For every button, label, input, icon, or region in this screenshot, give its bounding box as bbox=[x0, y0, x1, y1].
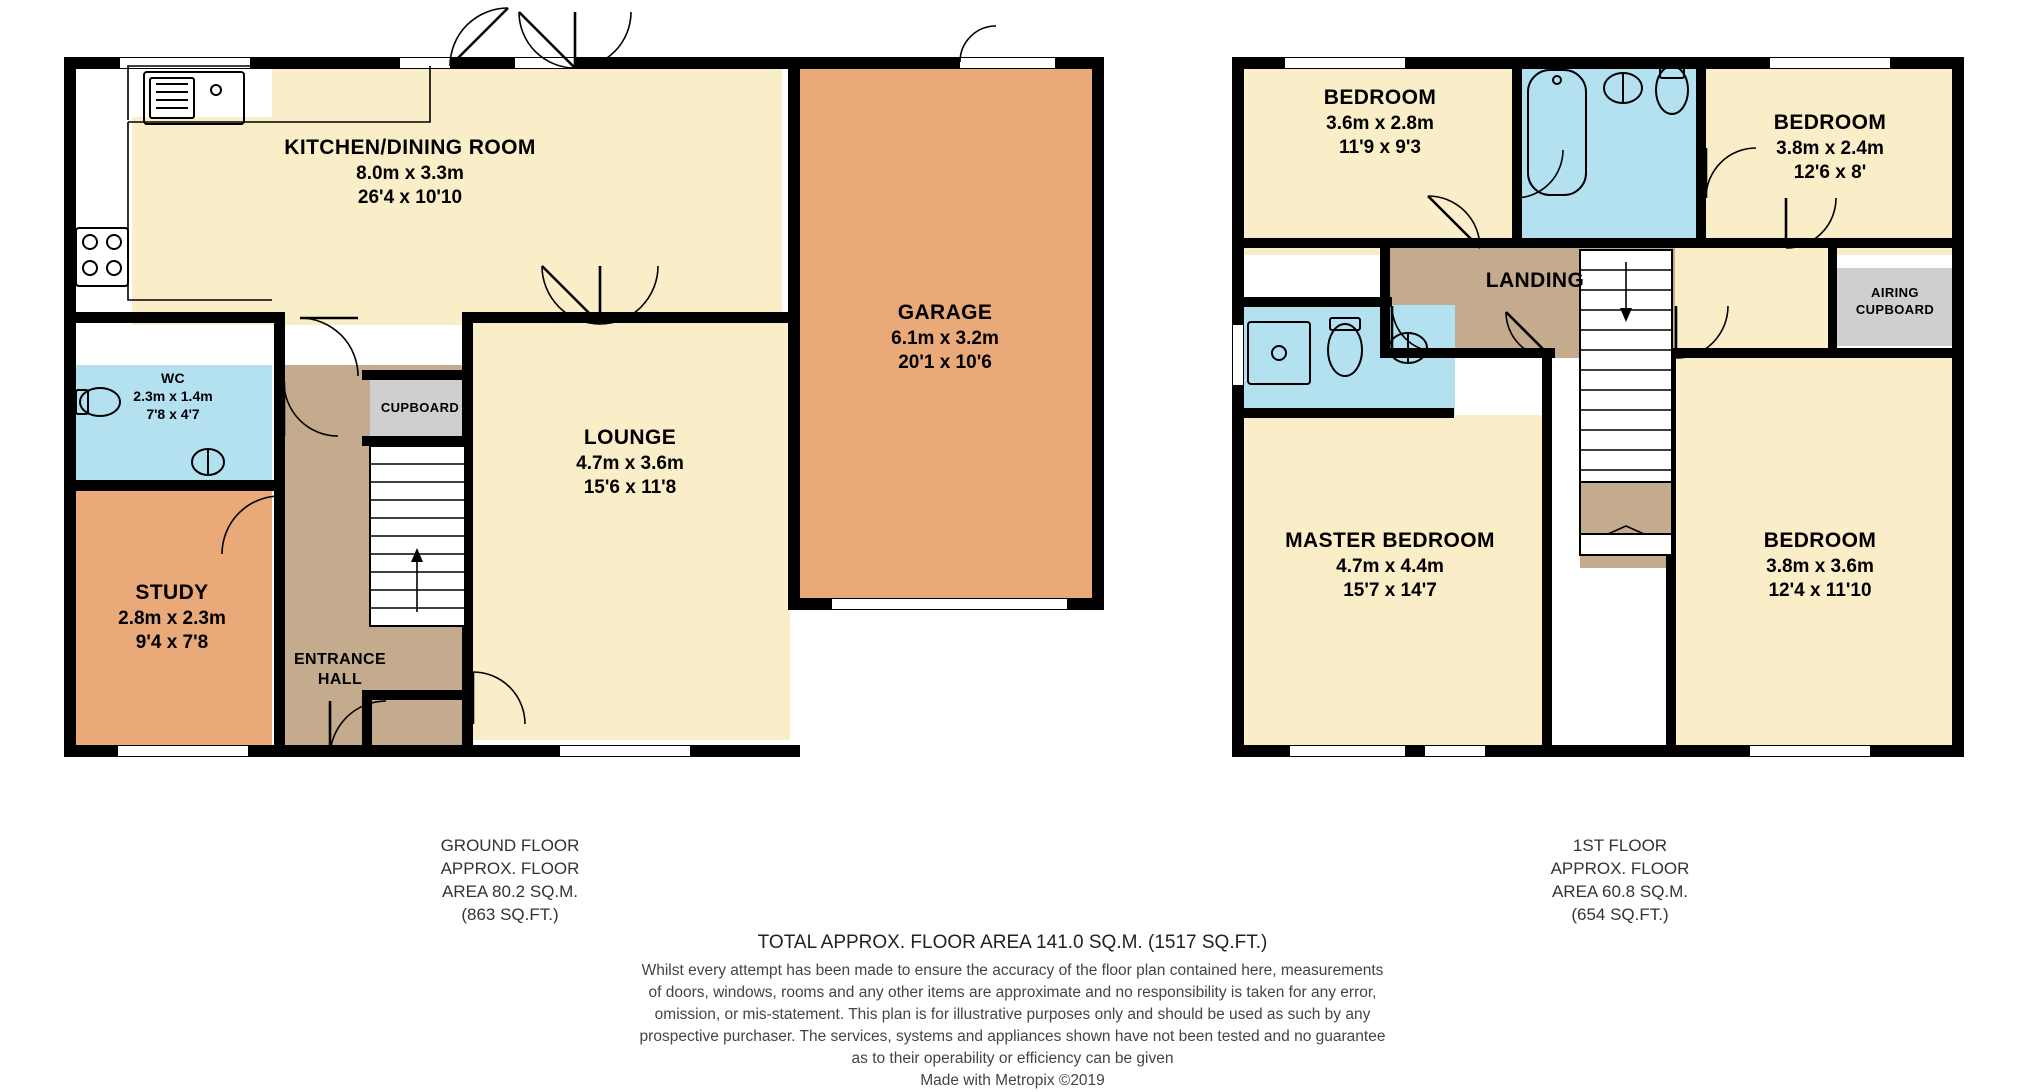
first-floor-caption-line4: (654 SQ.FT.) bbox=[1571, 904, 1669, 924]
ground-floor-caption-line4: (863 SQ.FT.) bbox=[461, 904, 559, 924]
label-garage-metric: 6.1m x 3.2m bbox=[891, 327, 999, 349]
label-bedroom-front-right-name: BEDROOM bbox=[1773, 111, 1887, 134]
label-bedroom-front-right-metric: 3.8m x 2.4m bbox=[1776, 137, 1884, 159]
label-entrance-hall bbox=[280, 650, 400, 691]
total-area-caption bbox=[0, 930, 2025, 956]
disclaimer-line-4: prospective purchaser. The services, systems and appliances shown have not been tested and no guarantee bbox=[639, 1028, 1386, 1045]
ground-floor-caption bbox=[380, 835, 640, 927]
label-kitchen-metric: 8.0m x 3.3m bbox=[356, 162, 464, 184]
first-floor-plan bbox=[1180, 0, 1980, 780]
total-area-text: TOTAL APPROX. FLOOR AREA 141.0 SQ.M. (1517 SQ.FT.) bbox=[757, 932, 1268, 953]
first-floor-caption-line1: 1ST FLOOR bbox=[1572, 836, 1668, 855]
label-bedroom-front-right-imperial: 12'6 x 8' bbox=[1793, 162, 1867, 184]
ground-floor-plan bbox=[0, 0, 1120, 780]
label-bedroom-rear-right-name: BEDROOM bbox=[1763, 529, 1877, 552]
label-bedroom-front-left-imperial: 11'9 x 9'3 bbox=[1339, 137, 1421, 159]
ground-floor-caption-line3: AREA 80.2 SQ.M. bbox=[441, 881, 579, 901]
label-master-bedroom-name: MASTER BEDROOM bbox=[1285, 529, 1495, 552]
first-floor-caption-line2: APPROX. FLOOR bbox=[1550, 858, 1690, 878]
label-kitchen bbox=[220, 135, 600, 211]
label-lounge-name: LOUNGE bbox=[583, 426, 677, 449]
label-bedroom-front-left bbox=[1240, 85, 1520, 161]
label-bedroom-rear-right-metric: 3.8m x 3.6m bbox=[1766, 555, 1874, 577]
label-cupboard bbox=[368, 400, 472, 417]
disclaimer-line-3: omission, or mis-statement. This plan is for illustrative purposes only and should be used as such by any bbox=[654, 1006, 1371, 1023]
label-airing-cupboard-line1: AIRING bbox=[1871, 285, 1919, 300]
ground-floor-caption-line2: APPROX. FLOOR bbox=[440, 858, 580, 878]
label-bedroom-rear-right bbox=[1685, 528, 1955, 604]
label-bedroom-front-left-name: BEDROOM bbox=[1323, 86, 1437, 109]
label-garage-name: GARAGE bbox=[897, 301, 993, 324]
disclaimer-line-5: as to their operability or efficiency can be given bbox=[851, 1050, 1174, 1067]
label-entrance-hall-line1: ENTRANCE bbox=[293, 651, 387, 668]
label-wc-name: WC bbox=[160, 370, 186, 386]
label-study-imperial: 9'4 x 7'8 bbox=[135, 632, 209, 654]
label-entrance-hall-line2: HALL bbox=[317, 671, 363, 689]
disclaimer-line-1: Whilst every attempt has been made to ensure the accuracy of the floor plan contained here, measurements bbox=[641, 962, 1384, 979]
label-master-bedroom bbox=[1225, 528, 1555, 604]
ground-floor-caption-line1: GROUND FLOOR bbox=[440, 836, 580, 855]
label-garage bbox=[780, 300, 1110, 376]
label-wc-metric: 2.3m x 1.4m bbox=[133, 387, 213, 404]
disclaimer-text bbox=[0, 960, 2025, 1092]
first-floor-caption-line3: AREA 60.8 SQ.M. bbox=[1551, 881, 1689, 901]
label-study bbox=[72, 580, 272, 656]
label-landing-name: LANDING bbox=[1485, 269, 1585, 292]
label-bedroom-rear-right-imperial: 12'4 x 11'10 bbox=[1768, 580, 1872, 602]
label-cupboard-name: CUPBOARD bbox=[380, 400, 460, 415]
label-wc bbox=[78, 370, 268, 424]
label-lounge-metric: 4.7m x 3.6m bbox=[576, 452, 684, 474]
label-bedroom-front-right bbox=[1705, 110, 1955, 186]
label-bedroom-front-left-metric: 3.6m x 2.8m bbox=[1326, 112, 1434, 134]
label-master-bedroom-imperial: 15'7 x 14'7 bbox=[1343, 580, 1437, 602]
label-kitchen-name: KITCHEN/DINING ROOM bbox=[284, 136, 536, 159]
label-airing-cupboard-line2: CUPBOARD bbox=[1855, 301, 1935, 317]
first-floor-caption bbox=[1490, 835, 1750, 927]
label-wc-imperial: 7'8 x 4'7 bbox=[146, 405, 200, 422]
label-lounge bbox=[480, 425, 780, 501]
label-landing bbox=[1390, 268, 1680, 295]
label-garage-imperial: 20'1 x 10'6 bbox=[898, 352, 992, 374]
label-study-metric: 2.8m x 2.3m bbox=[118, 607, 226, 629]
label-master-bedroom-metric: 4.7m x 4.4m bbox=[1336, 555, 1444, 577]
label-airing-cupboard bbox=[1835, 285, 1955, 318]
label-study-name: STUDY bbox=[135, 581, 209, 604]
disclaimer-credit: Made with Metropix ©2019 bbox=[920, 1072, 1105, 1089]
label-lounge-imperial: 15'6 x 11'8 bbox=[583, 477, 677, 499]
label-kitchen-imperial: 26'4 x 10'10 bbox=[357, 187, 463, 209]
disclaimer-line-2: of doors, windows, rooms and any other items are approximate and no responsibility is taken for any error, bbox=[648, 984, 1377, 1001]
